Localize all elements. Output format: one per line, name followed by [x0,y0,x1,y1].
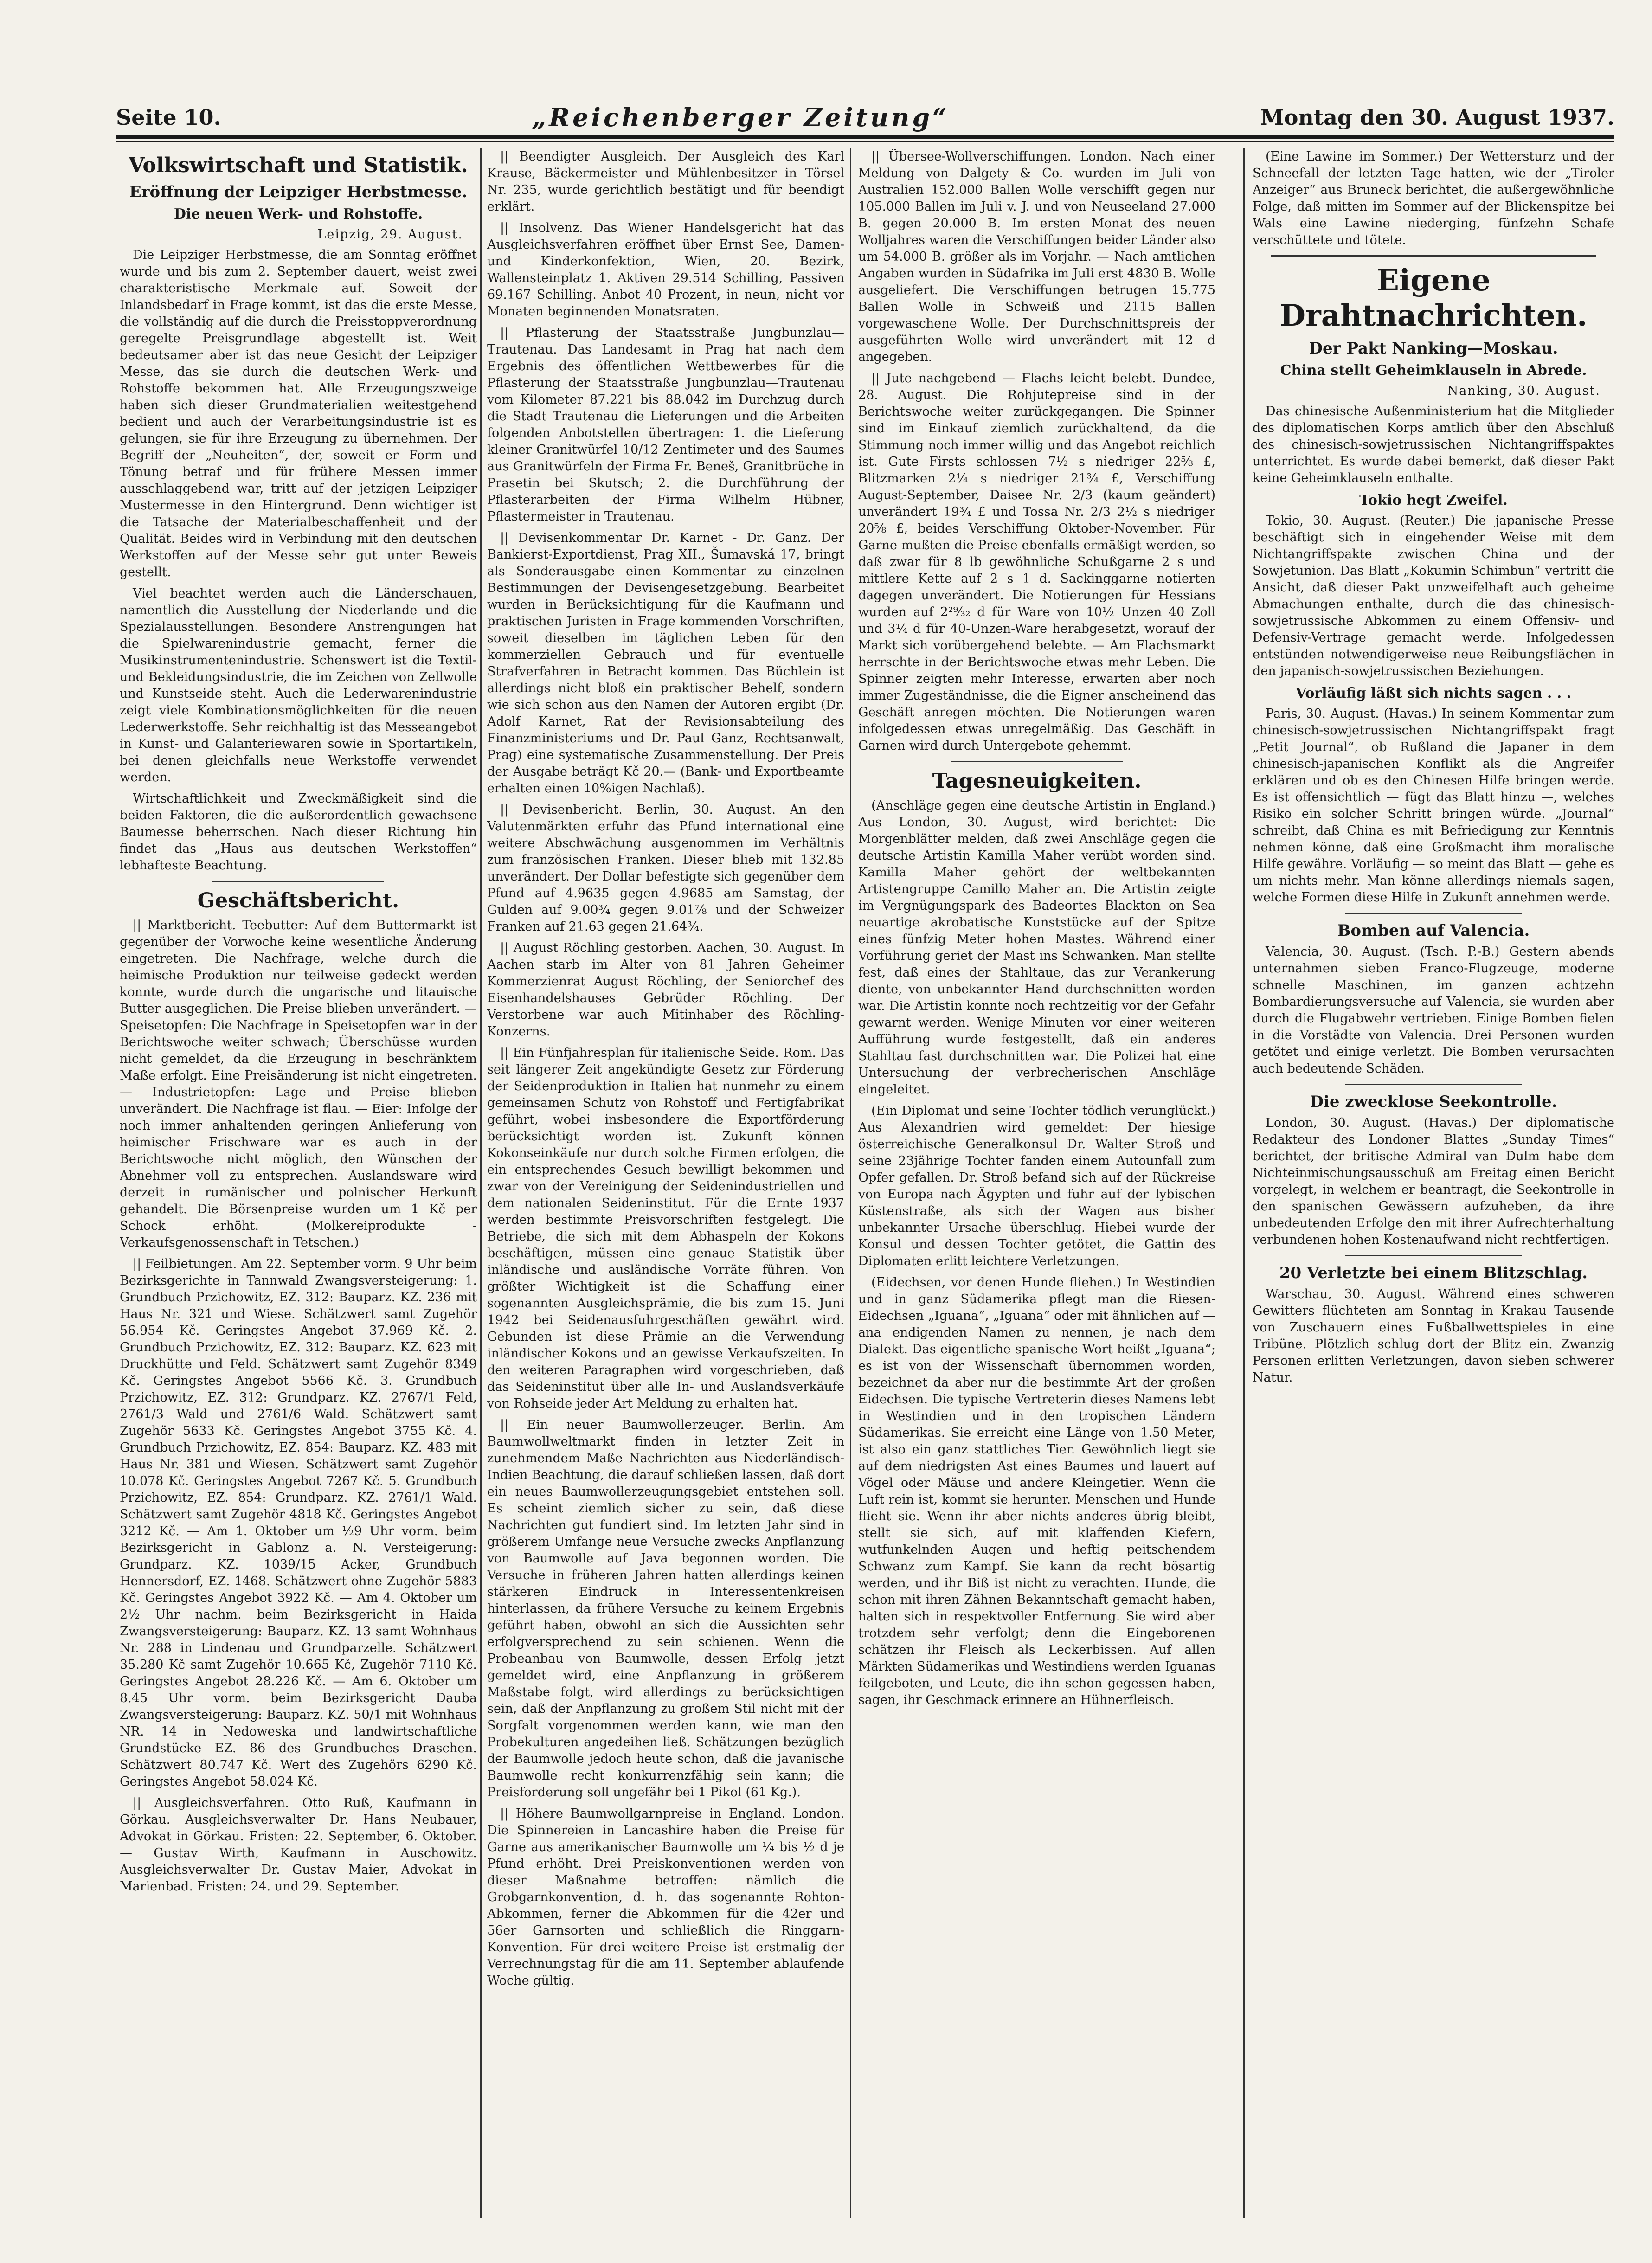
paragraph: (Anschläge gegen eine deutsche Artistin in England.) Aus London, 30. August, wird berichtet: Die Morgenblätter melden, daß zwei Anschläge gegen die deutsche Artistin Kamilla Maher verübt worden sind. Kamilla Maher gehört der weltbekannten Artistengruppe Camillo Maher an. Die Artistin zeigte im Vergnügungspark des Badeortes Blackton on Sea neuartige akrobatische Kunststücke auf der Spitze eines fünfzig Meter hohen Mastes. Während einer Vorführung geriet der Mast ins Schwanken. Man stellte fest, daß eines der Stahltaue, das zur Verankerung diente, von unbekannter Hand durchschnitten worden war. Die Artistin konnte noch rechtzeitig vor der Gefahr gewarnt werden. Wenige Minuten vor einer weiteren Aufführung wurde festgestellt, daß ein anderes Stahltau fast durchschnitten war. Die Polizei hat eine Untersuchung der verbrecherischen Anschläge eingeleitet. [858,798,1215,1097]
column-1 [120,148,477,2245]
paragraph: London, 30. August. (Havas.) Der diplomatische Redakteur des Londoner Blattes „Sunday Times“ berichtet, der britische Admiral van Dulm habe dem Nichteinmischungsausschuß am Freitag einen Bericht vorgelegt, in welchem er beantragt, die Seekontrolle in den spanischen Gewässern aufzuheben, da ihre unbedeutenden Erfolge den mit ihrer Aufrechterhaltung verbundenen hohen Kostenaufwand nicht rechtfertigen. [1253,1116,1614,1247]
paragraph: || Feilbietungen. Am 22. September vorm. 9 Uhr beim Bezirksgerichte in Tannwald Zwangsversteigerung: 1. Grundbuch Przichowitz, EZ. 312: Bauparz. KZ. 236 mit Haus Nr. 321 und Wiese. Schätzwert samt Zugehör 56.954 Kč. Geringstes Angebot 37.969 Kč. 2. Grundbuch Przichowitz, EZ. 312: Bauparz. KZ. 623 mit Druckhütte und Feld. Schätzwert samt Zugehör 8349 Kč. Geringstes Angebot 5566 Kč. 3. Grundbuch Przichowitz, EZ. 312: Grundparz. KZ. 2767/1 Feld, 2761/3 Wald und 2761/6 Wald. Schätzwert samt Zugehör 5633 Kč. Geringstes Angebot 3755 Kč. 4. Grundbuch Przichowitz, EZ. 854: Bauparz. KZ. 483 mit Haus Nr. 381 und Wiesen. Schätzwert samt Zugehör 10.078 Kč. Geringstes Angebot 7267 Kč. 5. Grundbuch Przichowitz, EZ. 854: Grundparz. KZ. 2761/1 Wald. Schätzwert samt Zugehör 4818 Kč. Geringstes Angebot 3212 Kč. — Am 1. Oktober um ½9 Uhr vorm. beim Bezirksgericht in Gablonz a. N. Versteigerung: Grundparz. KZ. 1039/15 Acker, Grundbuch Hennersdorf, EZ. 1468. Schätzwert ohne Zugehör 5883 Kč. Geringstes Angebot 3922 Kč. — Am 4. Oktober um 2½ Uhr nachm. beim Bezirksgericht in Haida Zwangsversteigerung: Bauparz. KZ. 13 samt Wohnhaus Nr. 288 in Lindenau und Grundparzelle. Schätzwert 35.280 Kč samt Zugehör 10.665 Kč, Zugehör 7110 Kč. Geringstes Angebot 28.226 Kč. — Am 6. Oktober um 8.45 Uhr vorm. beim Bezirksgericht Dauba Zwangsversteigerung: Bauparz. KZ. 50/1 mit Wohnhaus NR. 14 in Nedoweska und landwirtschaftliche Grundstücke EZ. 86 des Grundbuches Draschen. Schätzwert 80.747 Kč. Wert des Zugehörs 6290 Kč. Geringstes Angebot 58.024 Kč. [120,1257,477,1789]
paragraph: Valencia, 30. August. (Tsch. P.-B.) Gestern abends unternahmen sieben Franco-Flugzeuge, moderne schnelle Maschinen, im ganzen achtzehn Bombardierungsversuche auf Valencia, sie wurden aber durch die Flugabwehr vertrieben. Einige Bomben fielen in die Vorstädte von Valencia. Drei Personen wurden getötet und einige verletzt. Die Bomben verursachten auch bedeutende Schäden. [1253,945,1614,1076]
article-headline: Tokio hegt Zweifel. [1359,492,1508,508]
paragraph: || Ausgleichsverfahren. Otto Ruß, Kaufmann in Görkau. Ausgleichsverwalter Dr. Hans Neubauer, Advokat in Görkau. Fristen: 22. September, 6. Oktober. — Gustav Wirth, Kaufmann in Auschowitz. Ausgleichsverwalter Dr. Gustav Maier, Advokat in Marienbad. Fristen: 24. und 29. September. [120,1796,477,1894]
article-headline: 20 Verletzte bei einem Blitzschlag. [1279,1264,1588,1282]
dateline: Leipzig, 29. August. [317,227,463,242]
paragraph: || Jute nachgebend — Flachs leicht belebt. Dundee, 28. August. Die Rohjutepreise sind in der Berichtswoche weiter zurückgegangen. Die Spinner sind im Einkauf ziemlich zurückhaltend, da die Stimmung noch immer willig und das Angebot reichlich ist. Gute Firsts schlossen 7½ s niedriger 22⅝ £, Blitzmarken 2¼ s niedriger 21¾ £, Verschiffung August-September, Daisee Nr. 2/3 (kaum geändert) unverändert 19¾ £ und Tossa Nr. 2/3 2½ s niedriger 20⅝ £, beides Verschiffung Oktober-November. Für Garne mußten die Preise ebenfalls ermäßigt werden, so daß zwar für 8 lb gewöhnliche Schußgarne 2 s und mittlere Kette auf 2 s 1 d. Sackinggarne notierten dagegen unverändert. Die Notierungen für Hessians wurden auf 2²⁹⁄₃₂ d für Ware von 10½ Unzen 40 Zoll und 3¼ d für 40-Unzen-Ware herabgesetzt, worauf der Markt sich vorübergehend belebte. — Am Flachsmarkt herrschte in der Berichtswoche etwas mehr Leben. Die Spinner zeigten mehr Interesse, erwarten aber noch immer Zugeständnisse, die die Eigner anscheinend das Geschäft anregen möchten. Die Notierungen waren infolgedessen etwas unregelmäßig. Das Geschäft in Garnen wird durch Untergebote gehemmt. [858,371,1215,753]
paragraph: || Ein Fünfjahresplan für italienische Seide. Rom. Das seit längerer Zeit angekündigte Gesetz zur Förderung der Seidenproduktion in Italien hat nunmehr zu einem gemeinsamen Schutz von Rohstoff und Fertigfabrikat geführt, wobei insbesondere die Exportförderung berücksichtigt worden ist. Zukunft können Kokonseinkäufe nur durch solche Firmen erfolgen, die ein entsprechendes Gesuch bewilligt bekommen und zwar von der Vereinigung der Seidenindustriellen und dem nationalen Seideninstitut. Für die Ernte 1937 werden bestimmte Preisvorschriften festgelegt. Die Betriebe, die sich mit dem Abhaspeln der Kokons beschäftigen, müssen eine genaue Statistik über inländische und ausländische Vorräte führen. Von größter Wichtigkeit ist die Schaffung einer sogenannten Ausgleichsprämie, die bis zum 15. Juni 1942 bei Seidenausfuhrgeschäften gewährt wird. Gebunden ist diese Prämie an die Verwendung inländischer Kokons und an gewisse Verkaufszeiten. In den weiteren Paragraphen wird vorgeschrieben, daß das Seideninstitut über alle In- und Auslandsverkäufe von Rohseide jeder Art Meldung zu erhalten hat. [487,1046,844,1411]
header-rule [116,135,1614,139]
column-4 [1253,148,1614,2245]
header-rule-thin [116,141,1614,142]
column-3 [858,148,1215,2245]
article-subhead: China stellt Geheimklauseln in Abrede. [1280,362,1587,379]
paragraph: || Beendigter Ausgleich. Der Ausgleich des Karl Krause, Bäckermeister und Mühlenbesitzer in Törsel Nr. 235, wurde gerichtlich bestätigt und für beendigt erklärt. [487,149,844,214]
paragraph: Die Leipziger Herbstmesse, die am Sonntag eröffnet wurde und bis zum 2. September dauert, weist zwei charakteristische Merkmale auf. Soweit der Inlandsbedarf in Frage kommt, ist das die erste Messe, die vollständig auf die durch die Preisstoppverordnung geregelte Preisgrundlage abgestellt ist. Weit bedeutsamer aber ist das neue Gesicht der Leipziger Messe, das sie durch die deutschen Werk- und Rohstoffe bekommen hat. Alle Erzeugungszweige haben sich dieser Grundmaterialien weitestgehend bedient und auch der Verarbeitungsindustrie ist es gelungen, sie für ihre Erzeugung zu übernehmen. Der Begriff der „Neuheiten“, der, soweit er Form und Tönung betraf und für frühere Messen immer ausschlaggebend war, tritt auf der jetzigen Leipziger Mustermesse in den Hintergrund. Denn wichtiger ist die Tatsache der Materialbeschaffenheit und der Qualität. Beides wird in Verbindung mit den deutschen Werkstoffen auf der Messe sehr gut unter Beweis gestellt. [120,248,477,579]
paragraph: || Insolvenz. Das Wiener Handelsgericht hat das Ausgleichsverfahren eröffnet über Ernst See, Damen- und Kinderkonfektion, Wien, 20. Bezirk, Wallensteinplatz 1. Aktiven 29.514 Schilling, Passiven 69.167 Schilling. Anbot 40 Prozent, in neun, nicht vor Monaten beginnenden Monatsraten. [487,221,844,319]
paragraph: Tokio, 30. August. (Reuter.) Die japanische Presse beschäftigt sich in eingehender Weise mit dem Nichtangriffspakte zwischen China und der Sowjetunion. Das Blatt „Kokumin Schimbun“ vertritt die Ansicht, daß dieser Pakt unzweifelhaft auch geheime Abmachungen enthalte, durch die das chinesisch-sowjetrussische Abkommen zu einem Offensiv- und Defensiv-Vertrage gemacht werde. Infolgedessen entstünden notwendigerweise neue Reibungsflächen in den japanisch-sowjetrussischen Beziehungen. [1253,514,1614,678]
article-headline: Der Pakt Nanking—Moskau. [1309,339,1558,358]
paragraph: Warschau, 30. August. Während eines schweren Gewitters flüchteten am Sonntag in Krakau Tausende von Zuschauern eines Fußballwettspieles in eine Tribüne. Plötzlich schlug dort der Blitz ein. Zwanzig Personen erlitten Verletzungen, davon sieben schwerer Natur. [1253,1287,1614,1385]
paragraph: || Devisenbericht. Berlin, 30. August. An den Valutenmärkten erfuhr das Pfund international eine weitere Abschwächung ausgenommen im Verhältnis zum französischen Franken. Dieser blieb mit 132.85 unverändert. Der Dollar befestigte sich gegenüber dem Pfund auf 4.9635 gegen 4.9685 am Samstag, der Gulden auf 9.00¾ gegen 9.01⅞ und der Schweizer Franken auf 21.63 gegen 21.64¾. [487,803,844,934]
article-headline: Vorläufig läßt sich nichts sagen . . . [1295,685,1572,701]
paragraph: || Höhere Baumwollgarnpreise in England. London. Die Spinnereien in Lancashire haben die Preise für Garne aus amerikanischer Baumwolle um ¼ bis ½ d je Pfund erhöht. Drei Preiskonventionen werden von dieser Maßnahme betroffen: nämlich die Grobgarnkonvention, d. h. das sogenannte Rohton-Abkommen, ferner die Abkommen für die 42er und 56er Garnsorten und schließlich die Ringgarn-Konvention. Für drei weitere Preise ist erstmalig der Verrechnungstag für die am 11. September ablaufende Woche gültig. [487,1807,844,1988]
article-headline: Eröffnung der Leipziger Herbstmesse. [129,183,468,201]
dateline: Nanking, 30. August. [1447,384,1601,398]
article-headline: Die zwecklose Seekontrolle. [1310,1093,1557,1111]
paper-title: „Reichenberger Zeitung“ [532,102,950,132]
divider [1345,913,1522,914]
masthead [116,100,1614,135]
section-heading: Volkswirtschaft und Statistik. [129,154,468,177]
section-heading: Eigene Drahtnachrichten. [1279,263,1588,333]
paragraph: || Pflasterung der Staatsstraße Jungbunzlau—Trautenau. Das Landesamt in Prag hat nach dem Ergebnis des öffentlichen Wettbewerbes für die Pflasterung der Staatsstraße Jungbunzlau—Trautenau vom Kilometer 87.221 bis 88.042 im Durchzug durch die Stadt Trautenau die Lieferungen und die Arbeiten folgenden Anbotstellen übertragen: 1. die Lieferung kleiner Granitwürfel 10/12 Zentimeter und des Saumes aus Granitwürfeln der Firma Fr. Beneš, Granitbrüche in Prasetin bei Skutsch; 2. die Durchführung der Pflasterarbeiten der Firma Wilhelm Hübner, Pflastermeister in Trautenau. [487,326,844,524]
divider [1271,255,1596,257]
column-rule [480,148,482,2218]
divider [951,761,1123,762]
divider [212,881,384,882]
paragraph: || Devisenkommentar Dr. Karnet - Dr. Ganz. Der Bankierst-Exportdienst, Prag XII., Šumavská 17, bringt als Sonderausgabe einen Kommentar zu einzelnen Bestimmungen der Devisengesetzgebung. Bearbeitet wurden in Berücksichtigung für die Kaufmann und praktischen Juristen in Frage kommenden Vorschriften, soweit dieselben im täglichen Leben für den kommerziellen Gebrauch und für eventuelle Strafverfahren in Betracht kommen. Das Büchlein ist allerdings nicht bloß ein praktischer Behelf, sondern wie sich schon aus den Namen der Autoren ergibt (Dr. Adolf Karnet, Rat der Revisionsabteilung des Finanzministeriums und Dr. Paul Ganz, Rechtsanwalt, Prag) eine systematische Zusammenstellung. Der Preis der Ausgabe beträgt Kč 20.— (Bank- und Exportbeamte erhalten einen 10%igen Nachlaß). [487,531,844,796]
paragraph: (Ein Diplomat und seine Tochter tödlich verunglückt.) Aus Alexandrien wird gemeldet: Der hiesige österreichische Generalkonsul Dr. Walter Stroß und seine 23jährige Tochter fanden einem Autounfall zum Opfer gefallen. Dr. Stroß befand sich auf der Rückreise von Europa nach Ägypten und fuhr auf der lybischen Küstenstraße, als sich der Wagen aus bisher unbekannter Ursache überschlug. Hiebei wurde der Konsul und dessen Tochter getötet, die Gattin des Diplomaten erlitt leichtere Verletzungen. [858,1104,1215,1268]
column-rule [1243,148,1245,2218]
paragraph: Viel beachtet werden auch die Länderschauen, namentlich die Ausstellung der Niederlande und die Spezialausstellungen. Besondere Anstrengungen hat die Spielwarenindustrie gemacht, ferner die Musikinstrumentenindustrie. Schenswert ist die Textil- und Bekleidungsindustrie, die im Zeichen von Zellwolle und Kunstseide steht. Auch die Lederwarenindustrie zeigt viele Kombinationsmöglichkeiten für die neuen Lederwerkstoffe. Sehr reichhaltig ist das Messeangebot in Kunst- und Galanteriewaren sowie in Sportartikeln, bei denen gleichfalls neue Werkstoffe verwendet werden. [120,586,477,784]
paragraph: (Eidechsen, vor denen Hunde fliehen.) In Westindien und in ganz Südamerika pflegt man die Riesen-Eidechsen „Iguana“, „Iguana“ oder mit ähnlichen auf — ana endigenden Namen zu nennen, je nach dem Dialekt. Das eigentliche spanische Wort heißt „Iguana“; es ist von der Wissenschaft übernommen worden, bezeichnet da aber nur die bestimmte Art der großen Eidechsen. Die typische Vertreterin dieses Namens lebt in Westindien und in den tropischen Ländern Südamerikas. Sie erreicht eine Länge von 1.50 Meter, ist also ein ganz stattliches Tier. Gewöhnlich liegt sie auf dem niedrigsten Ast eines Baumes und lauert auf Vögel oder Mäuse und andere Kleingetier. Wenn die Luft rein ist, kommt sie herunter. Menschen und Hunde flieht sie. Wenn ihr aber nichts anderes übrig bleibt, stellt sie sich, auf mit klaffenden Kiefern, wutfunkelnden Augen und heftig peitschendem Schwanz zum Kampf. Sie kann da recht bösartig werden, und ihr Biß ist nicht zu verachten. Hunde, die schon mit ihren Zähnen Bekanntschaft gemacht haben, halten sich in respektvoller Entfernung. Sie wird aber trotzdem sehr verfolgt; denn die Eingeborenen schätzen ihr Fleisch als Leckerbissen. Auf allen Märkten Südamerikas und Westindiens werden Iguanas feilgeboten, und Leute, die ihn schon gegessen haben, sagen, ihr Geschmack erinnere an Hühnerfleisch. [858,1275,1215,1707]
paragraph: Das chinesische Außenministerium hat die Mitglieder des diplomatischen Korps amtlich über den Abschluß des chinesisch-sowjetrussischen Nichtangriffspaktes unterrichtet. Es wurde dabei bemerkt, daß dieser Pakt keine Geheimklauseln enthalte. [1253,404,1614,485]
article-subhead: Die neuen Werk- und Rohstoffe. [174,206,423,222]
section-heading: Geschäftsbericht. [197,889,399,913]
column-rule [850,148,851,2218]
paragraph: Paris, 30. August. (Havas.) In seinem Kommentar zum chinesisch-sowjetrussischen Nichtangriffspakt fragt „Petit Journal“, ob Rußland die Japaner in dem chinesisch-japanischen Konflikt als die Angreifer erklären und ob es den Chinesen Hilfe bringen werde. Es ist offensichtlich — fügt das Blatt hinzu —, welches Risiko ein solcher Schritt bringen würde. „Journal“ schreibt, daß China es mit Befriedigung zur Kenntnis nehmen könne, daß eine Großmacht ihm moralische Hilfe gewähre. Vorläufig — so meint das Blatt — gehe es um nichts mehr. Man könne allerdings niemals sagen, welche Formen diese Hilfe in Zukunft annehmen werde. [1253,707,1614,905]
section-heading: Tagesneuigkeiten. [932,769,1142,793]
column-2 [487,148,844,2245]
issue-date: Montag den 30. August 1937. [1260,104,1614,130]
paragraph: Wirtschaftlichkeit und Zweckmäßigkeit sind die beiden Faktoren, die die außerordentlich gewachsene Baumesse beherrschen. Nach dieser Richtung hin findet das „Haus aus deutschen Werkstoffen“ lebhafteste Beachtung. [120,791,477,873]
paragraph: || August Röchling gestorben. Aachen, 30. August. In Aachen starb im Alter von 81 Jahren Geheimer Kommerzienrat August Röchling, der Seniorchef des Eisenhandelshauses Gebrüder Röchling. Der Verstorbene war auch Mitinhaber des Röchling-Konzerns. [487,941,844,1039]
paragraph: || Übersee-Wollverschiffungen. London. Nach einer Meldung von Dalgety & Co. wurden im Juli von Australien 152.000 Ballen Wolle verschifft gegen nur 105.000 Ballen im Juli v. J. und von Neuseeland 27.000 B. gegen 20.000 B. Im ersten Monat des neuen Wolljahres waren die Verschiffungen beider Länder also um 54.000 B. größer als im Vorjahr. — Nach amtlichen Angaben wurden in Südafrika im Juli erst 4830 B. Wolle ausgeliefert. Die Verschiffungen betrugen 15.775 Ballen Wolle in Schweiß und 2115 Ballen vorgewaschene Wolle. Der Durchschnittspreis der ausgeführten Wolle wird unverändert mit 12 d angegeben. [858,149,1215,364]
divider [1345,1084,1522,1085]
paragraph: || Ein neuer Baumwollerzeuger. Berlin. Am Baumwollweltmarkt finden in letzter Zeit in zunehmendem Maße Nachrichten aus Niederländisch-Indien Beachtung, die darauf schließen lassen, daß dort ein neues Baumwollerzeugungsgebiet entstehen soll. Es scheint ziemlich sicher zu sein, daß diese Nachrichten gut fundiert sind. Im letzten Jahr sind in größerem Umfange neue Versuche zwecks Anpflanzung von Baumwolle auf Java begonnen worden. Die Versuche in früheren Jahren hatten allerdings keinen stärkeren Eindruck in Interessentenkreisen hinterlassen, da frühere Versuche zu keinem Ergebnis geführt haben, obwohl an sich die Aussichten sehr erfolgversprechend zu sein schienen. Wenn die Probeanbau von Baumwolle, dessen Erfolg jetzt gemeldet wird, eine Anpflanzung in größerem Maßstabe folgt, wird allerdings zu berücksichtigen sein, daß der Anpflanzung zu großem Stil nicht mit der Sorgfalt vorgenommen werden kann, wie man den Probekulturen angedeihen ließ. Schätzungen bezüglich der Baumwolle jedoch heute schon, daß die javanische Baumwolle recht konkurrenzfähig sein kann; die Preisforderung soll ungefähr bei 1 Pikol (61 Kg.). [487,1418,844,1800]
article-headline: Bomben auf Valencia. [1337,921,1530,940]
divider [1345,1255,1522,1256]
page-number: Seite 10. [116,104,221,130]
paragraph: || Marktbericht. Teebutter: Auf dem Buttermarkt ist gegenüber der Vorwoche keine wesentliche Änderung eingetreten. Die Nachfrage, welche durch die heimische Produktion nur teilweise gedeckt werden konnte, wurde durch die ungarische und litauische Butter ausgeglichen. Die Preise blieben unverändert. — Speisetopfen: Die Nachfrage in Speisetopfen war in der Berichtswoche weiter schwach; Überschüsse wurden nicht gemeldet, da die Erzeugung in beschränktem Maße erfolgt. Eine Preisänderung ist nicht eingetreten. — Industrietopfen: Lage und Preise blieben unverändert. Die Nachfrage ist flau. — Eier: Infolge der noch immer anhaltenden geringen Anlieferung von heimischer Frischware war es auch in der Berichtswoche nicht möglich, den Wünschen der Abnehmer voll zu entsprechen. Auslandsware wird derzeit in rumänischer und polnischer Herkunft gehandelt. Die Börsenpreise wurden um 1 Kč per Schock erhöht. (Molkereiprodukte - Verkaufsgenossenschaft in Tetschen.) [120,918,477,1250]
paragraph: (Eine Lawine im Sommer.) Der Wettersturz und der Schneefall der letzten Tage hatten, wie der „Tiroler Anzeiger“ aus Bruneck berichtet, die außergewöhnliche Folge, daß mitten im Sommer auf der Blickenspitze bei Wals eine Lawine niederging, fünfzehn Schafe verschüttete und tötete. [1253,149,1614,247]
